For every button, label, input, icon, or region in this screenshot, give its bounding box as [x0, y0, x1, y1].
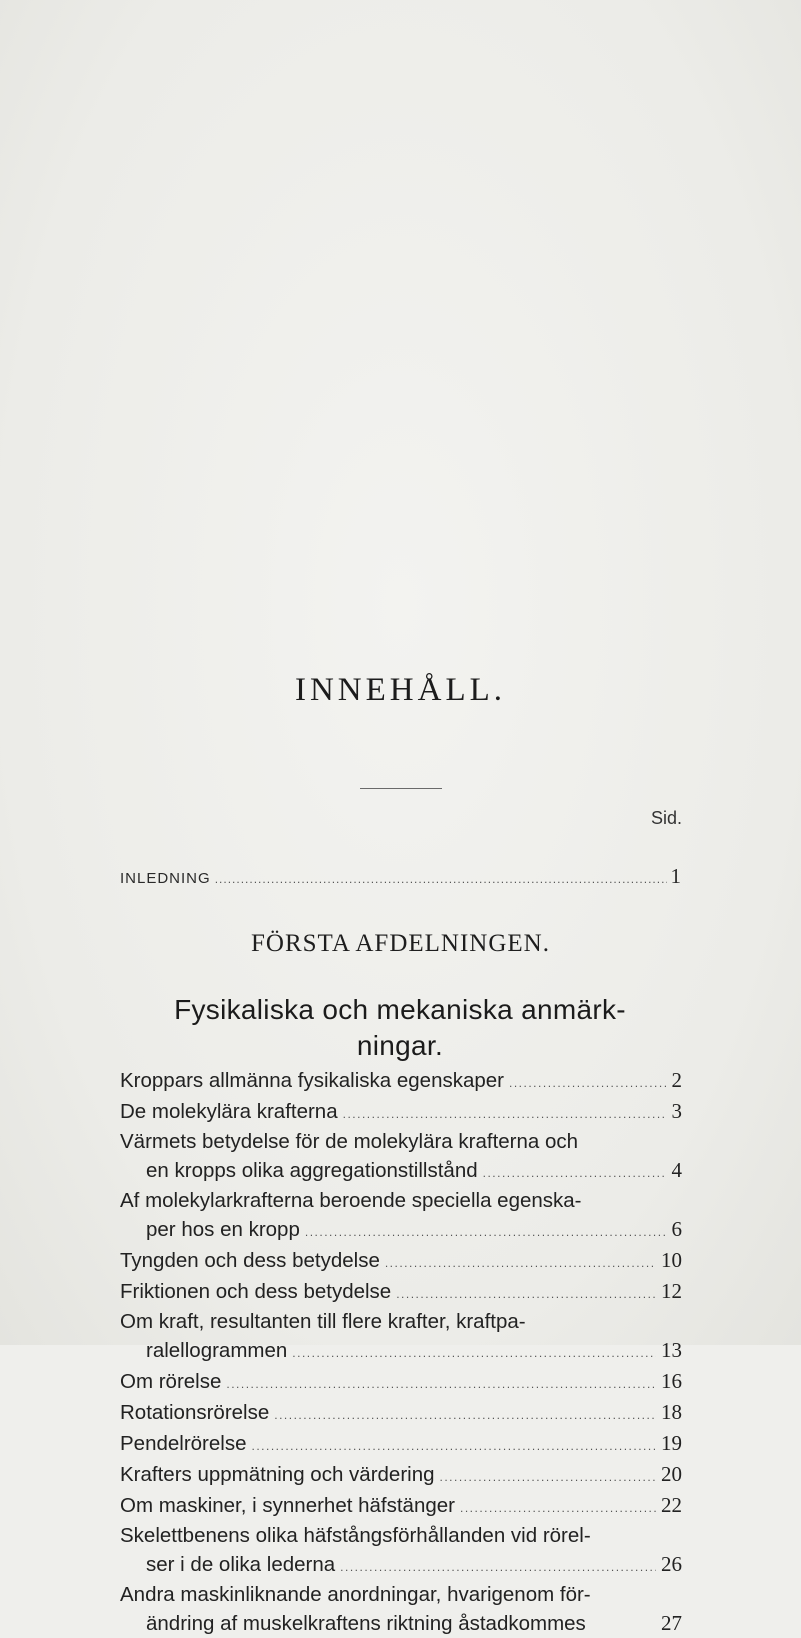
- toc-entry: [120, 1128, 682, 1187]
- toc-entry: [120, 1066, 682, 1097]
- toc-entry-text: De molekylära krafterna: [120, 1100, 338, 1123]
- toc-entry-text: Tyngden och dess betydelse: [120, 1249, 380, 1272]
- toc-entry: [120, 1308, 682, 1367]
- dot-leader: [292, 1339, 656, 1367]
- dot-leader: [385, 1249, 656, 1277]
- toc-entry: [120, 1491, 682, 1522]
- toc-entry-text: Friktionen och dess betydelse: [120, 1280, 392, 1303]
- dot-leader: [252, 1432, 657, 1460]
- toc-entry-page: 22: [661, 1493, 682, 1517]
- toc-entry: [120, 1398, 682, 1429]
- toc-entry-page: 2: [671, 1068, 682, 1092]
- toc-entries: [120, 1066, 682, 1638]
- toc-entry: [120, 1460, 682, 1491]
- dot-leader: [215, 872, 667, 886]
- toc-entry-text: Värmets betydelse för de molekylära krafterna och: [120, 1130, 579, 1153]
- toc-entry-text-continued: ändring af muskelkraftens riktning åstadkommes: [146, 1612, 586, 1635]
- toc-entry-text: Af molekylarkrafterna beroende speciella egenska-: [120, 1189, 582, 1212]
- toc-entry-page: 20: [661, 1462, 682, 1486]
- toc-entry-text-continued: en kropps olika aggregationstillstånd: [146, 1159, 478, 1182]
- toc-entry: [120, 1097, 682, 1128]
- toc-entry: [120, 1277, 682, 1308]
- toc-page-introduction: 1: [670, 864, 682, 888]
- chapter-title-line-2: ningar.: [356, 1030, 444, 1061]
- dot-leader: [509, 1069, 666, 1097]
- toc-entry-page: 18: [661, 1400, 682, 1424]
- toc-row-introduction: [120, 864, 682, 889]
- toc-entry-text: Andra maskinliknande anordningar, hvarigenom för-: [120, 1583, 591, 1606]
- toc-entry-page: 3: [671, 1099, 682, 1123]
- page-title: INNEHÅLL.: [294, 672, 507, 708]
- toc-entry-text: Om rörelse: [120, 1370, 222, 1393]
- toc-entry-text: Skelettbenens olika häfstångsförhållanden vid rörel-: [120, 1524, 591, 1547]
- dot-leader: [274, 1401, 656, 1429]
- toc-entry-text: Om maskiner, i synnerhet häfstänger: [120, 1494, 455, 1517]
- toc-entry-text: Krafters uppmätning och värdering: [120, 1463, 435, 1486]
- dot-leader: [343, 1100, 667, 1128]
- toc-entry-text: Kroppars allmänna fysikaliska egenskaper: [120, 1069, 505, 1092]
- dot-leader: [460, 1494, 656, 1522]
- toc-entry: [120, 1522, 682, 1581]
- toc-entry-page: 12: [661, 1279, 682, 1303]
- toc-entry: [120, 1187, 682, 1246]
- dot-leader: [440, 1463, 656, 1491]
- toc-entry-text: Pendelrörelse: [120, 1432, 247, 1455]
- section-heading: FÖRSTA AFDELNINGEN.: [251, 930, 550, 957]
- toc-entry-page: 19: [661, 1431, 682, 1455]
- dot-leader: [340, 1553, 656, 1581]
- toc-entry-page: 16: [661, 1369, 682, 1393]
- dot-leader: [396, 1280, 656, 1308]
- toc-entry-page: 13: [661, 1338, 682, 1362]
- toc-entry-page: 26: [661, 1552, 682, 1576]
- toc-entry-text: Om kraft, resultanten till flere krafter, kraftpa-: [120, 1310, 526, 1333]
- page-column-label: Sid.: [650, 808, 682, 828]
- toc-entry-text-continued: per hos en kropp: [146, 1218, 300, 1241]
- toc-entry-page: 27: [661, 1611, 682, 1635]
- dot-leader: [226, 1370, 656, 1398]
- toc-entry-text-continued: ser i de olika lederna: [146, 1553, 336, 1576]
- toc-entry-page: 4: [671, 1158, 682, 1182]
- toc-entry: [120, 1367, 682, 1398]
- toc-entry: [120, 1581, 682, 1638]
- toc-label-introduction: INLEDNING: [120, 870, 211, 887]
- toc-entry: [120, 1246, 682, 1277]
- toc-entry-page: 6: [671, 1217, 682, 1241]
- chapter-title-line-1: Fysikaliska och mekaniska anmärk-: [174, 994, 626, 1025]
- title-divider: [360, 788, 442, 789]
- chapter-title: [80, 992, 720, 1064]
- toc-entry: [120, 1429, 682, 1460]
- toc-entry-text: Rotationsrörelse: [120, 1401, 270, 1424]
- dot-leader: [483, 1159, 667, 1187]
- toc-entry-page: 10: [661, 1248, 682, 1272]
- toc-entry-text-continued: ralellogrammen: [146, 1339, 288, 1362]
- dot-leader: [305, 1218, 667, 1246]
